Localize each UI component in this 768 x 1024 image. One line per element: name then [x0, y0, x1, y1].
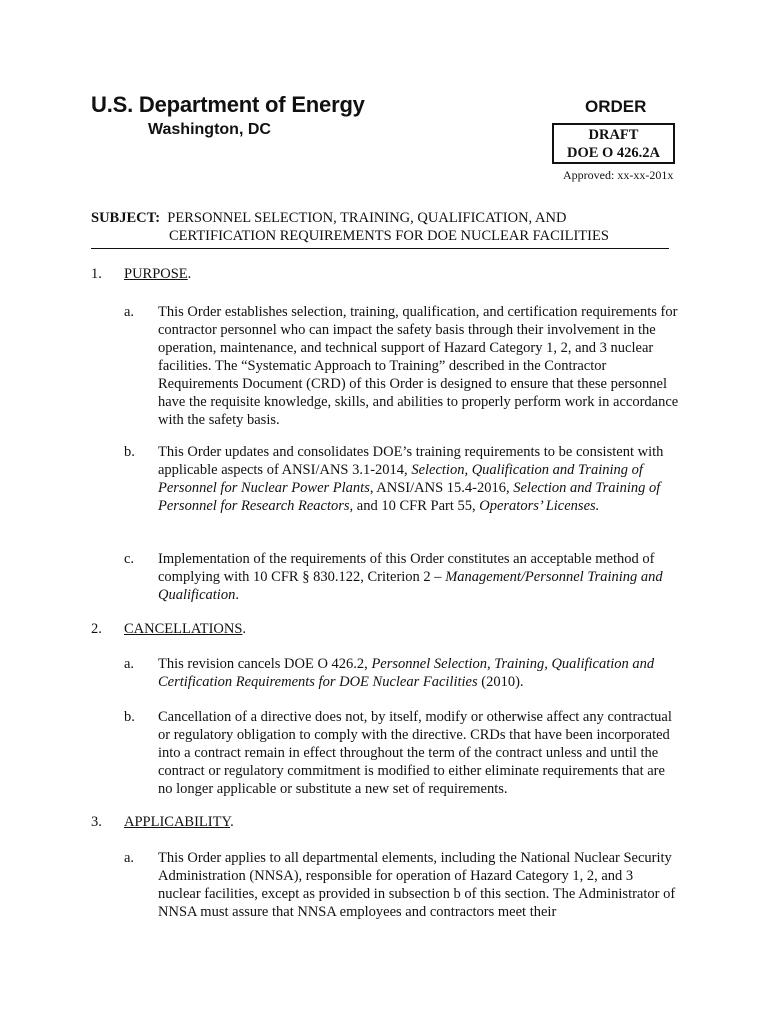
document-type: ORDER: [585, 97, 647, 116]
section-title: APPLICABILITY: [124, 814, 231, 830]
section-heading-purpose: 1. PURPOSE.: [91, 266, 192, 282]
paragraph-2b: [124, 708, 679, 798]
approval-date: Approved: xx-xx-201x: [563, 168, 674, 182]
draft-status: DRAFT: [588, 127, 639, 143]
paragraph-letter: c.: [124, 551, 135, 567]
paragraph-1b: [124, 443, 679, 515]
subject-line-2: CERTIFICATION REQUIREMENTS FOR DOE NUCLEAR FACILITIES: [169, 228, 609, 244]
section-heading-applicability: 3. APPLICABILITY.: [91, 814, 234, 830]
paragraph-1c: [124, 550, 679, 604]
paragraph-text: Implementation of the requirements of this Order constitutes an acceptable method of complying with 10 CFR § 830.122, Criterion 2 – Management/Personnel Training and Qualification.: [158, 551, 663, 603]
agency-location: Washington, DC: [148, 121, 271, 138]
paragraph-letter: b.: [124, 709, 135, 725]
paragraph-3a: [124, 849, 679, 921]
section-title: PURPOSE: [124, 266, 188, 282]
paragraph-letter: a.: [124, 850, 135, 866]
document-id-box: [552, 123, 675, 164]
paragraph-letter: b.: [124, 444, 135, 460]
subject-label: SUBJECT:: [91, 210, 161, 226]
paragraph-text: Cancellation of a directive does not, by itself, modify or otherwise affect any contractual or regulatory obligation to comply with the directive. CRDs that have been incorporated into a contract remain in effect throughout the term of the contract unless and until the contract or regulatory commitment is modified to either eliminate requirements that are no longer applicable or substitute a new set of requirements.: [158, 709, 672, 797]
subject-block: [91, 209, 669, 249]
paragraph-text: This Order applies to all departmental elements, including the National Nuclear Security Administration (NNSA), responsible for operation of Hazard Category 1, 2, and 3 nuclear facilities, except as provided in subsection b of this section. The Administrator of NNSA must assure that NNSA employees and contractors meet their: [158, 850, 676, 920]
paragraph-text: This revision cancels DOE O 426.2, Personnel Selection, Training, Qualification and Certification Requirements for DOE Nuclear Facilities (2010).: [158, 656, 655, 690]
section-number: 2.: [91, 621, 102, 637]
document-number: DOE O 426.2A: [566, 145, 661, 161]
subject-line-1: PERSONNEL SELECTION, TRAINING, QUALIFICATION, AND: [167, 210, 567, 226]
paragraph-1a: [124, 303, 679, 429]
paragraph-letter: a.: [124, 656, 135, 672]
agency-title: U.S. Department of Energy: [91, 92, 365, 117]
paragraph-letter: a.: [124, 304, 135, 320]
section-number: 1.: [91, 266, 102, 282]
section-heading-cancellations: 2. CANCELLATIONS.: [91, 621, 247, 637]
paragraph-text: This Order establishes selection, training, qualification, and certification requirements for contractor personnel who can impact the safety basis through their involvement in the operation, maintenance, and technical support of Hazard Category 1, 2, and 3 nuclear facilities. The “Systematic Approach to Training” described in the Contractor Requirements Document (CRD) of this Order is designed to ensure that these personnel have the requisite knowledge, skills, and abilities to properly perform work in accordance with the safety basis.: [158, 304, 679, 428]
paragraph-2a: [124, 655, 679, 691]
paragraph-text: This Order updates and consolidates DOE’s training requirements to be consistent with applicable aspects of ANSI/ANS 3.1-2014, Selection, Qualification and Training of Personnel for Nuclear Power Plants, ANSI/ANS 15.4-2016, Selection and Training of Personnel for Research Reactors, and 10 CFR Part 55, Operators’ Licenses.: [158, 444, 664, 514]
section-title: CANCELLATIONS: [124, 621, 243, 637]
section-number: 3.: [91, 814, 102, 830]
